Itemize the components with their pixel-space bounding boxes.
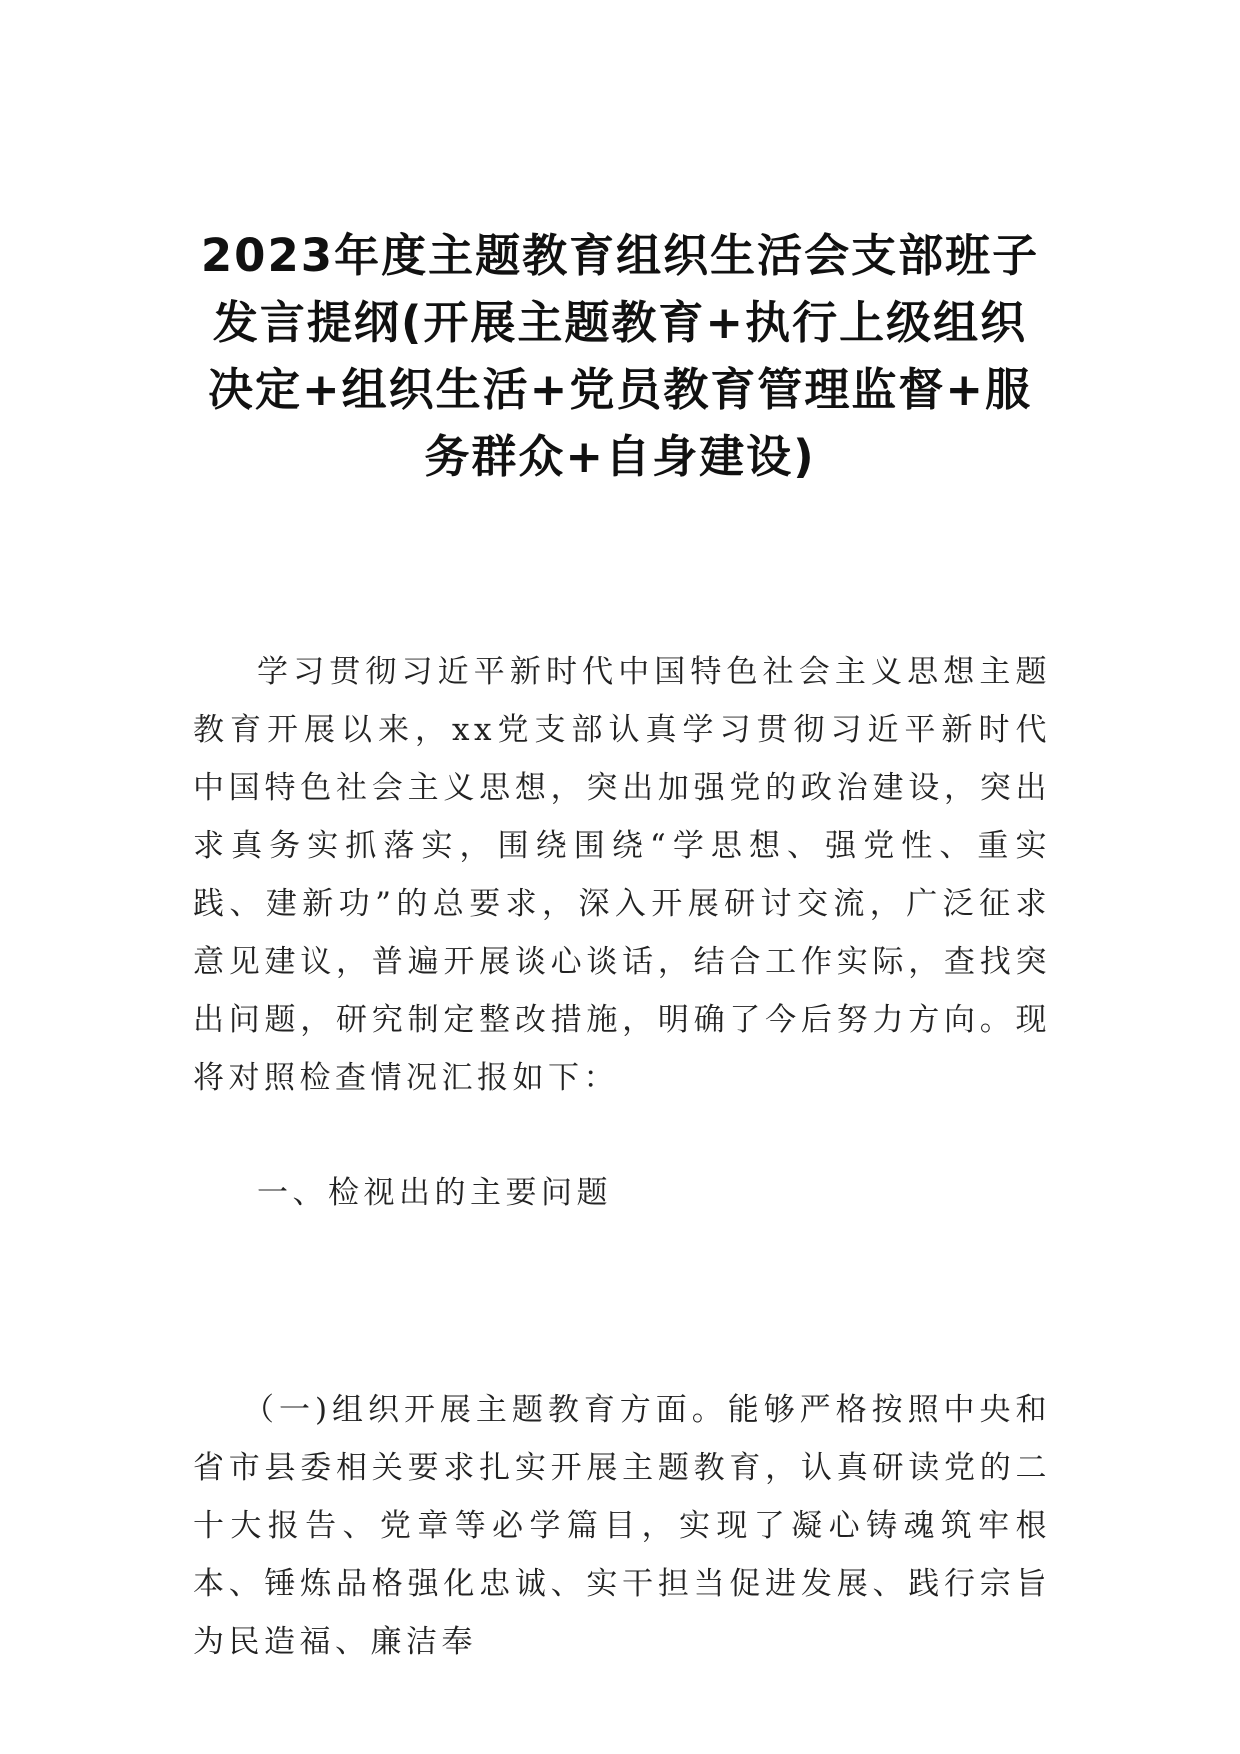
intro-paragraph: 学习贯彻习近平新时代中国特色社会主义思想主题教育开展以来，xx党支部认真学习贯彻习近平新时代中国特色社会主义思想，突出加强党的政治建设，突出求真务实抓落实，围绕围绕“学思想、强党性、重实践、建新功”的总要求，深入开展研讨交流，广泛征求意见建议，普遍开展谈心谈话，结合工作实际，查找突出问题，研究制定整改措施，明确了今后努力方向。现将对照检查情况汇报如下： [193,654,1051,1096]
section-heading: 一、检视出的主要问题 [257,1175,612,1211]
section-1-paragraph: （一)组织开展主题教育方面。能够严格按照中央和省市县委相关要求扎实开展主题教育，认真研读党的二十大报告、党章等必学篇目，实现了凝心铸魂筑牢根本、锤炼品格强化忠诚、实干担当促进发展、践行宗旨为民造福、廉洁奉 [193,1392,1051,1660]
document-title: 2023年度主题教育组织生活会支部班子发言提纲(开展主题教育+执行上级组织决定+组织生活+党员教育管理监督+服务群众+自身建设) [200,229,1040,483]
